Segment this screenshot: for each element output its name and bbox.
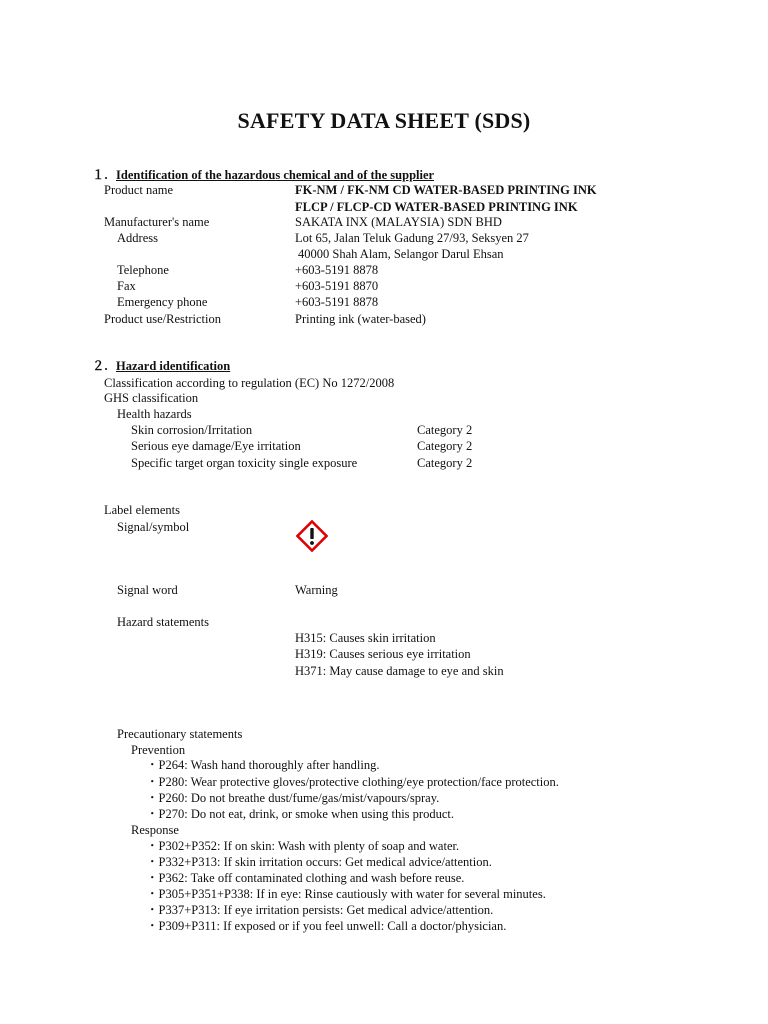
signal-symbol-label: Signal/symbol	[117, 520, 190, 534]
bullet: ・	[146, 855, 159, 869]
prevention-item	[146, 775, 559, 790]
bullet: ・	[146, 871, 159, 885]
prevention-text: P264: Wash hand thoroughly after handling.	[158, 758, 380, 772]
response-text: P309+P311: If exposed or if you feel unwell: Call a doctor/physician.	[158, 919, 507, 933]
bullet: ・	[146, 775, 159, 789]
response-item	[146, 903, 493, 918]
response-item	[146, 919, 506, 934]
prevention-item	[146, 758, 379, 773]
hazard-statement: H371: May cause damage to eye and skin	[295, 664, 504, 678]
label-elements-heading: Label elements	[104, 503, 181, 517]
address-line1: Lot 65, Jalan Teluk Gadung 27/93, Seksyen 27	[295, 231, 529, 245]
prevention-text: P270: Do not eat, drink, or smoke when using this product.	[158, 807, 454, 821]
signal-word-value: Warning	[295, 583, 338, 597]
response-text: P332+P313: If skin irritation occurs: Get medical advice/attention.	[158, 855, 492, 869]
hazard-category: Category 2	[417, 423, 473, 437]
ghs-classification: GHS classification	[104, 391, 199, 405]
bullet: ・	[146, 758, 159, 772]
hazard-statement: H315: Causes skin irritation	[295, 631, 436, 645]
ghs-exclamation-mark-icon	[296, 520, 328, 552]
hazard-category: Category 2	[417, 456, 473, 470]
section-1-number: １.	[92, 168, 108, 182]
bullet: ・	[146, 839, 159, 853]
bullet: ・	[146, 791, 159, 805]
prevention-label: Prevention	[131, 743, 186, 757]
section-2-number: ２.	[92, 359, 108, 373]
prevention-text: P260: Do not breathe dust/fume/gas/mist/vapours/spray.	[158, 791, 440, 805]
bullet: ・	[146, 887, 159, 901]
hazard-statement: H319: Causes serious eye irritation	[295, 647, 471, 661]
response-item	[146, 871, 464, 886]
product-use-label: Product use/Restriction	[104, 312, 221, 326]
response-text: P305+P351+P338: If in eye: Rinse cautiously with water for several minutes.	[158, 887, 546, 901]
product-name-line1: FK-NM / FK-NM CD WATER-BASED PRINTING INK	[295, 183, 597, 197]
prevention-item	[146, 807, 454, 822]
classification-regulation: Classification according to regulation (EC) No 1272/2008	[104, 376, 395, 390]
prevention-item	[146, 791, 439, 806]
manufacturer-label: Manufacturer's name	[104, 215, 210, 229]
bullet: ・	[146, 903, 159, 917]
signal-word-label: Signal word	[117, 583, 178, 597]
response-item	[146, 839, 459, 854]
response-text: P337+P313: If eye irritation persists: Get medical advice/attention.	[158, 903, 494, 917]
bullet: ・	[146, 919, 159, 933]
fax-value: +603-5191 8870	[295, 279, 379, 293]
hazard-category: Category 2	[417, 439, 473, 453]
section-2-heading	[92, 359, 230, 374]
product-use-value: Printing ink (water-based)	[295, 312, 426, 326]
product-name-label: Product name	[104, 183, 174, 197]
hazard-name: Serious eye damage/Eye irritation	[131, 439, 301, 453]
emergency-phone-value: +603-5191 8878	[295, 295, 379, 309]
manufacturer-value: SAKATA INX (MALAYSIA) SDN BHD	[295, 215, 502, 229]
response-text: P362: Take off contaminated clothing and wash before reuse.	[158, 871, 465, 885]
hazard-statements-label: Hazard statements	[117, 615, 209, 629]
section-1-heading	[92, 168, 434, 183]
emergency-phone-label: Emergency phone	[117, 295, 208, 309]
telephone-value: +603-5191 8878	[295, 263, 379, 277]
response-label: Response	[131, 823, 179, 837]
response-text: P302+P352: If on skin: Wash with plenty of soap and water.	[158, 839, 460, 853]
prevention-text: P280: Wear protective gloves/protective clothing/eye protection/face protection.	[158, 775, 559, 789]
product-name-line2: FLCP / FLCP-CD WATER-BASED PRINTING INK	[295, 200, 578, 214]
health-hazards-label: Health hazards	[117, 407, 192, 421]
fax-label: Fax	[117, 279, 136, 293]
response-item	[146, 887, 546, 902]
document-title: SAFETY DATA SHEET (SDS)	[237, 108, 531, 133]
response-item	[146, 855, 492, 870]
address-label: Address	[117, 231, 158, 245]
bullet: ・	[146, 807, 159, 821]
address-line2: 40000 Shah Alam, Selangor Darul Ehsan	[298, 247, 504, 261]
precautionary-statements-label: Precautionary statements	[117, 727, 243, 741]
hazard-name: Skin corrosion/Irritation	[131, 423, 253, 437]
hazard-name: Specific target organ toxicity single exposure	[131, 456, 358, 470]
section-2-title: Hazard identification	[116, 359, 231, 373]
section-1-title: Identification of the hazardous chemical and of the supplier	[116, 168, 435, 182]
telephone-label: Telephone	[117, 263, 169, 277]
